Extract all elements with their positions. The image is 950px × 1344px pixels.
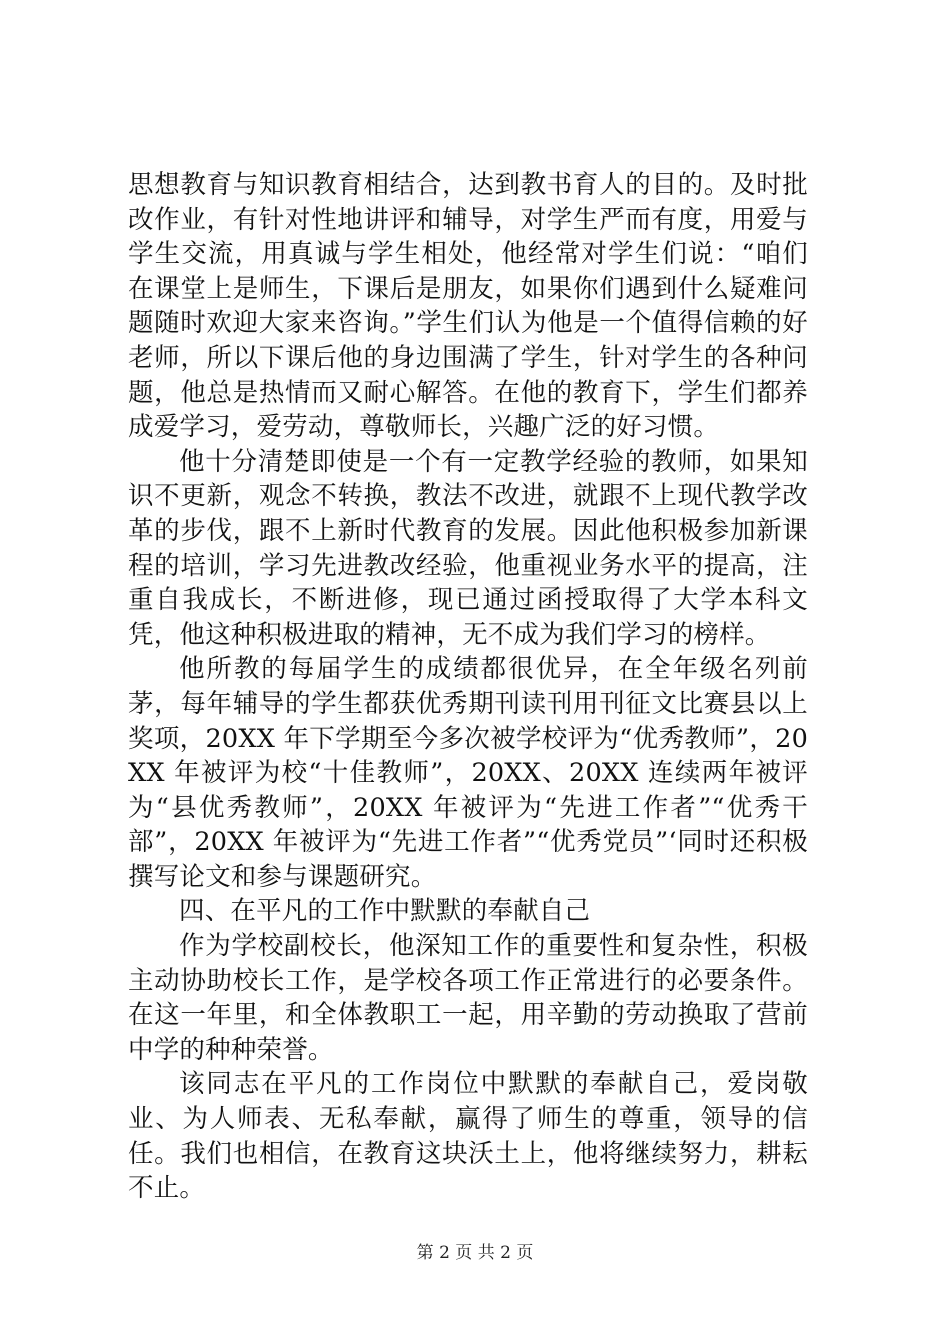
paragraph-continuation: 思想教育与知识教育相结合，达到教书育人的目的。及时批改作业，有针对性地讲评和辅导，对学生严而有度，用爱与学生交流，用真诚与学生相处，他经常对学生们说：“咱们在课堂上是师生，下课后是朋友，如果你们遇到什么疑难问题随时欢迎大家来咨询。”学生们认为他是一个值得信赖的好老师，所以下课后他的身边围满了学生，针对学生的各种问题，他总是热情而又耐心解答。在他的教育下，学生们都养成爱学习，爱劳动，尊敬师长，兴趣广泛的好习惯。 [128, 170, 808, 443]
paragraph-self-improvement: 他十分清楚即使是一个有一定教学经验的教师，如果知识不更新，观念不转换，教法不改进，就跟不上现代教学改革的步伐，跟不上新时代教育的发展。因此他积极参加新课程的培训，学习先进教改经验，他重视业务水平的提高，注重自我成长，不断进修，现已通过函授取得了大学本科文凭，他这种积极进取的精神，无不成为我们学习的榜样。 [128, 446, 808, 650]
section-heading: 四、在平凡的工作中默默的奉献自己 [179, 896, 591, 927]
paragraph-conclusion: 该同志在平凡的工作岗位中默默的奉献自己，爱岗敬业、为人师表、无私奉献，赢得了师生的尊重，领导的信任。我们也相信，在教育这块沃土上，他将继续努力，耕耘不止。 [128, 1069, 808, 1204]
document-body [128, 168, 808, 1206]
paragraph-achievements: 他所教的每届学生的成绩都很优异，在全年级名列前茅，每年辅导的学生都获优秀期刊读刊用刊征文比赛县以上奖项，20XX 年下学期至今多次被学校评为“优秀教师”，20XX 年被评为校“十佳教师”，20XX、20XX 连续两年被评为“县优秀教师”，20XX 年被评为“先进工作者”“优秀干部”，20XX 年被评为“先进工作者”“优秀党员”‘同时还积极撰写论文和参与课题研究。 [128, 654, 808, 892]
page-footer: 第 2 页 共 2 页 [416, 1243, 534, 1263]
paragraph-vice-principal: 作为学校副校长，他深知工作的重要性和复杂性，积极主动协助校长工作，是学校各项工作正常进行的必要条件。在这一年里，和全体教职工一起，用辛勤的劳动换取了营前中学的种种荣誉。 [128, 931, 808, 1065]
